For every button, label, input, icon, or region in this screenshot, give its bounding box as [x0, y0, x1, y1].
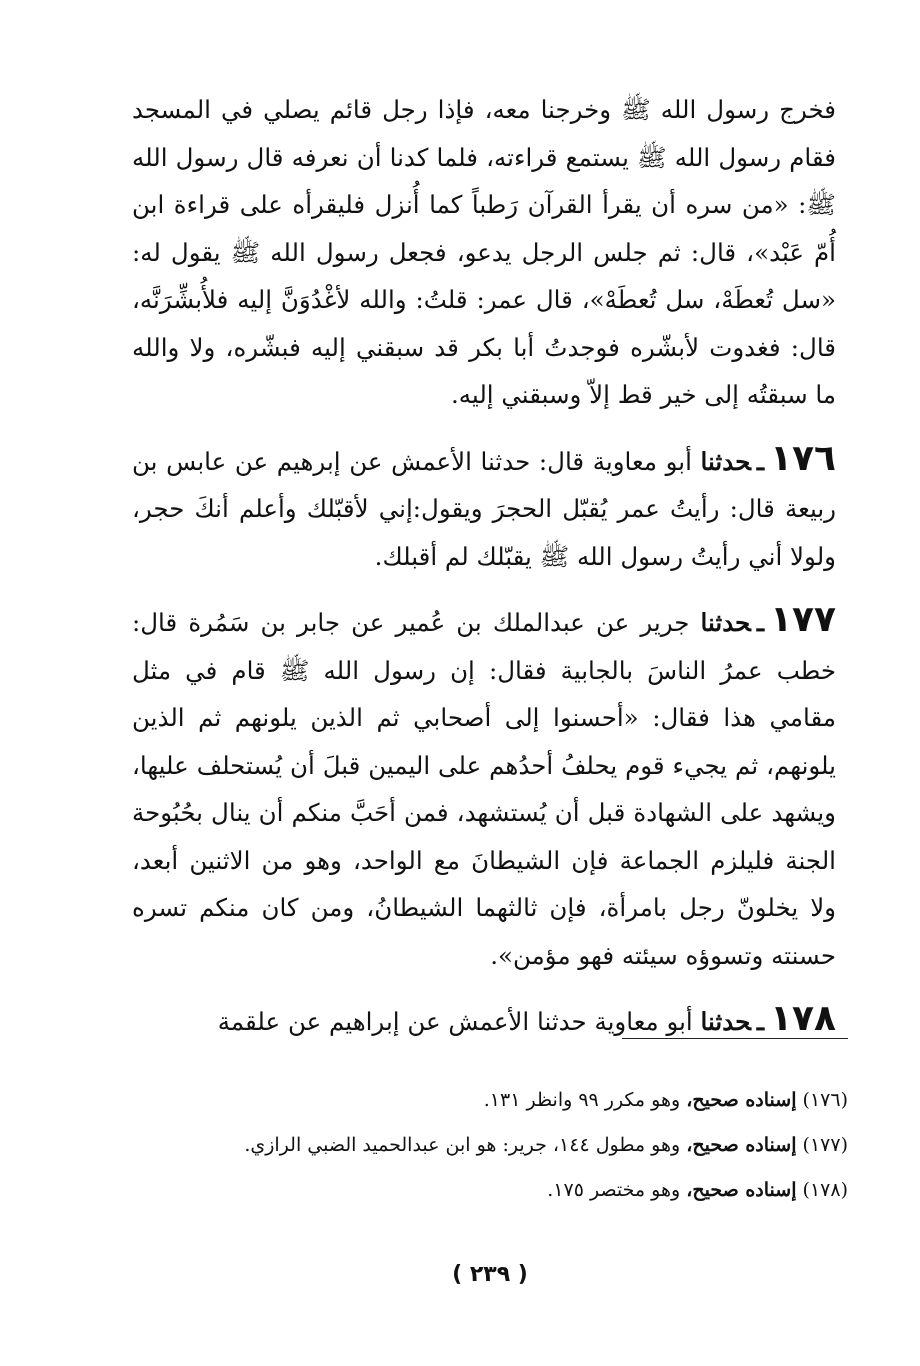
continuation-paragraph: فخرج رسول الله ﷺ وخرجنا معه، فإذا رجل قائم يصلي في المسجد فقام رسول الله ﷺ يستمع قراءته، فلما كدنا أن نعرفه قال رسول الله ﷺ: «من سره أن يقرأ القرآن رَطباً كما أُنزل فليقرأه على قراءة ابن أُمّ عَبْد»، قال: ثم جلس الرجل يدعو، فجعل رسول الله ﷺ يقول له: «سل تُعطَهْ، سل تُعطَهْ»، قال عمر: قلتُ: والله لأغْدُوَنَّ إليه فلأُبشِّرَنَّه، قال: فغدوت لأبشّره فوجدتُ أبا بكر قد سبقني إليه فبشّره، ولا والله ما سبقتُه إلى خير قط إلاّ وسبقني إليه. [132, 95, 836, 409]
footnote-177 [132, 1123, 848, 1168]
footnote-divider [622, 1038, 848, 1039]
hadith-dash: ـ [756, 1007, 765, 1036]
haddathana-word: حدثنا [700, 1007, 751, 1036]
haddathana-word: حدثنا [700, 446, 751, 476]
hadith-text: جرير عن عبدالملك بن عُمير عن جابر بن سَمُرة قال: خطب عمرُ الناسَ بالجابية فقال: إن رسول الله ﷺ قام في مثل مقامي هذا فقال: «أحسنوا إلى أصحابي ثم الذين يلونهم ثم الذين يلونهم، ثم يجيء قوم يحلفُ أحدُهم على اليمين قبلَ أن يُستحلف عليها، ويشهد على الشهادة قبل أن يُستشهد، فمن أحَبَّ منكم أن ينال بحُبُوحة الجنة فليلزم الجماعة فإن الشيطانَ مع الواحد، وهو من الاثنين أبعد، ولا يخلونّ رجل بامرأة، فإن ثالثهما الشيطانُ، ومن كان منكم تسره حسنته وتسوؤه سيئته فهو مؤمن». [132, 608, 836, 970]
hadith-176 [132, 435, 836, 581]
hadith-number: ١٧٨ [770, 998, 836, 1039]
footnote-ref: (١٧٦) [802, 1089, 848, 1111]
footnote-grading: إسناده صحيح، [686, 1089, 797, 1111]
hadith-text: أبو معاوية قال: حدثنا الأعمش عن إبرهيم عن عابس بن ربيعة قال: رأيتُ عمر يُقبّل الحجرَ ويقول:إني لأقبّلك وأعلم أنكَ حجر، ولولا أني رأيتُ رسول الله ﷺ يقبّلك لم أقبلك. [132, 446, 836, 571]
footnotes [132, 1078, 848, 1213]
hadith-number: ١٧٦ [770, 437, 837, 479]
haddathana-word: حدثنا [700, 608, 751, 637]
footnote-text: وهو مختصر ١٧٥. [547, 1179, 681, 1201]
footnote-ref: (١٧٧) [802, 1134, 848, 1156]
footnote-178 [132, 1168, 848, 1213]
hadith-177 [132, 596, 836, 979]
footnote-text: وهو مطول ١٤٤، جرير: هو ابن عبدالحميد الضبي الرازي. [244, 1134, 681, 1156]
footnote-grading: إسناده صحيح، [686, 1179, 797, 1201]
footnote-ref: (١٧٨) [802, 1179, 848, 1201]
footnote-text: وهو مكرر ٩٩ وانظر ١٣١. [483, 1089, 681, 1111]
page-number: ( ٢٣٩ ) [452, 1262, 528, 1287]
main-text [132, 86, 836, 1046]
hadith-dash: ـ [756, 446, 765, 476]
footnote-grading: إسناده صحيح، [686, 1134, 797, 1156]
hadith-number: ١٧٧ [770, 599, 836, 640]
hadith-text: أبو معاوية حدثنا الأعمش عن إبراهيم عن علقمة [217, 1007, 693, 1036]
hadith-dash: ـ [756, 608, 765, 637]
footnote-176 [132, 1078, 848, 1123]
